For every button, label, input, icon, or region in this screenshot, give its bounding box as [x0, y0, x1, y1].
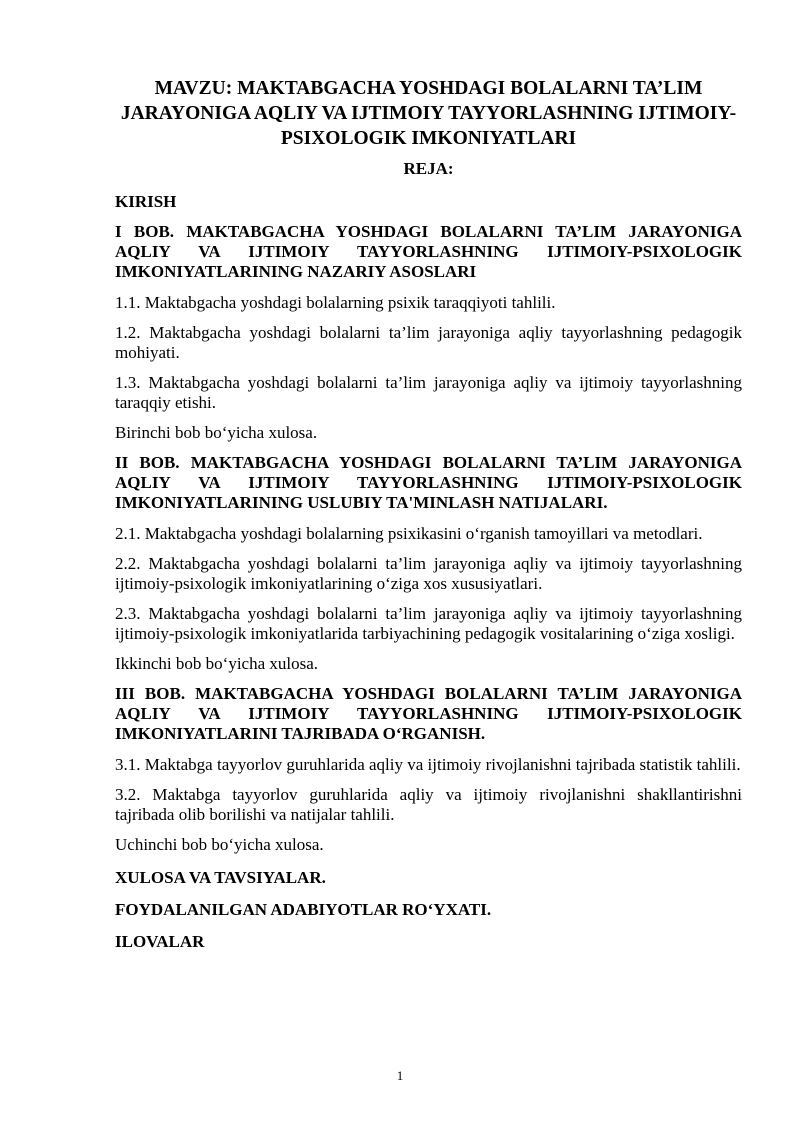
section-2-3: 2.3. Maktabgacha yoshdagi bolalarni ta’lim jarayoniga aqliy va ijtimoiy tayyorlashning ijtimoiy-psixologik imkoniyatlarida tarbiyachining pedagogik vositalarining o‘ziga xosligi. — [115, 604, 742, 643]
plan-heading: REJA: — [403, 159, 454, 178]
chapter-1-conclusion: Birinchi bob bo‘yicha xulosa. — [115, 423, 318, 442]
chapter-3-conclusion: Uchinchi bob bo‘yicha xulosa. — [115, 835, 324, 854]
intro-heading: KIRISH — [115, 192, 177, 211]
section-2-2: 2.2. Maktabgacha yoshdagi bolalarni ta’lim jarayoniga aqliy va ijtimoiy tayyorlashning ijtimoiy-psixologik imkoniyatlarining o‘ziga xos xususiyatlari. — [115, 554, 742, 593]
document-page — [115, 76, 742, 952]
section-2-1: 2.1. Maktabgacha yoshdagi bolalarning psixikasini o‘rganish tamoyillari va metodlari. — [115, 524, 703, 543]
section-1-1: 1.1. Maktabgacha yoshdagi bolalarning psixik taraqqiyoti tahlili. — [115, 293, 556, 312]
appendices-heading: ILOVALAR — [115, 932, 205, 951]
section-3-2: 3.2. Maktabga tayyorlov guruhlarida aqliy va ijtimoiy rivojlanishni shakllantirishni tajribada olib borilishi va natijalar tahlili. — [115, 785, 742, 824]
chapter-2-conclusion: Ikkinchi bob bo‘yicha xulosa. — [115, 654, 319, 673]
page-number: 1 — [396, 1068, 404, 1083]
document-title: MAVZU: MAKTABGACHA YOSHDAGI BOLALARNI TA’LIM JARAYONIGA AQLIY VA IJTIMOIY TAYYORLASHNING IJTIMOIY-PSIXOLOGIK IMKONIYATLARI — [120, 78, 737, 149]
chapter-2-heading: II BOB. MAKTABGACHA YOSHDAGI BOLALARNI TA’LIM JARAYONIGA AQLIY VA IJTIMOIY TAYYORLASHNING IJTIMOIY-PSIXOLOGIK IMKONIYATLARINING USLUBIY TA'MINLASH NATIJALARI. — [115, 453, 742, 512]
conclusions-heading: XULOSA VA TAVSIYALAR. — [115, 868, 326, 887]
section-3-1: 3.1. Maktabga tayyorlov guruhlarida aqliy va ijtimoiy rivojlanishni tajribada statistik tahlili. — [115, 755, 741, 774]
section-1-2: 1.2. Maktabgacha yoshdagi bolalarni ta’lim jarayoniga aqliy tayyorlashning pedagogik mohiyati. — [115, 323, 742, 362]
section-1-3: 1.3. Maktabgacha yoshdagi bolalarni ta’lim jarayoniga aqliy va ijtimoiy tayyorlashning taraqqiy etishi. — [115, 373, 742, 412]
references-heading: FOYDALANILGAN ADABIYOTLAR RO‘YXATI. — [115, 900, 492, 919]
chapter-3-heading: III BOB. MAKTABGACHA YOSHDAGI BOLALARNI TA’LIM JARAYONIGA AQLIY VA IJTIMOIY TAYYORLASHNING IJTIMOIY-PSIXOLOGIK IMKONIYATLARINI TAJRIBADA O‘RGANISH. — [115, 684, 742, 743]
chapter-1-heading: I BOB. MAKTABGACHA YOSHDAGI BOLALARNI TA’LIM JARAYONIGA AQLIY VA IJTIMOIY TAYYORLASHNING IJTIMOIY-PSIXOLOGIK IMKONIYATLARINING NAZARIY ASOSLARI — [115, 222, 742, 281]
